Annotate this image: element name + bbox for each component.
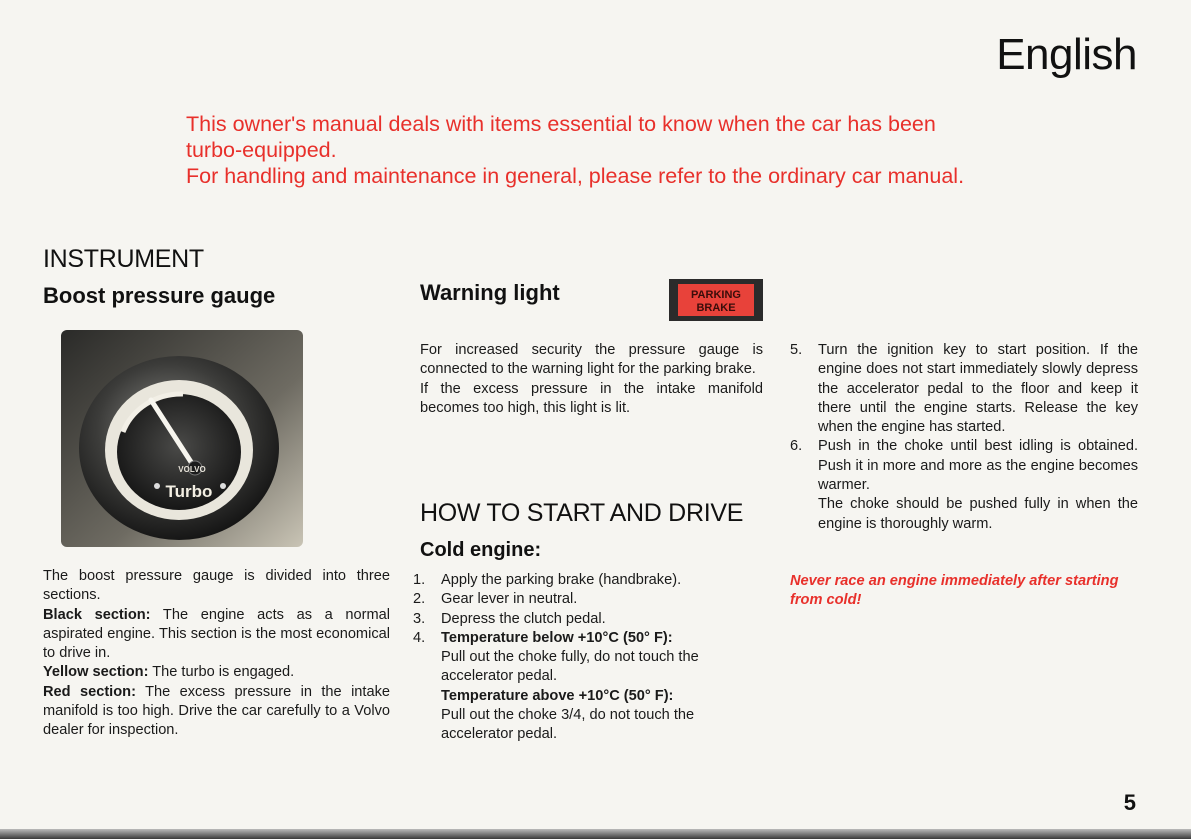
boost-description [43,567,390,741]
section-heading-instrument: INSTRUMENT [43,245,204,273]
list-item: 3. Depress the clutch pedal. [413,610,606,627]
intro-text [186,111,976,189]
list-item: 6. Push in the choke until best idling is obtained. Push it in more and more as the engine becomes warmer. The choke should be pushed fully in when the engine is thoroughly warm. [790,438,1138,532]
warning-para: If the excess pressure in the intake manifold becomes too high, this light is lit. [420,380,763,416]
start-steps-list-continued [790,341,1138,534]
black-section-text: Black section: The engine acts as a normal aspirated engine. This section is the most economical to drive in. [43,606,391,662]
temp-below-label: Temperature below +10°C (50° F): [441,629,673,646]
parking-brake-indicator [669,279,763,321]
indicator-line1: PARKING [691,289,741,301]
start-steps-list [413,571,765,745]
list-item: 1. Apply the parking brake (handbrake). [413,572,682,588]
warning-light-heading: Warning light [420,280,560,305]
yellow-section-label: Yellow section: [43,664,149,681]
boost-intro: The boost pressure gauge is divided into three sections. [43,568,390,604]
page-number: 5 [1123,790,1136,815]
temp-above-label: Temperature above +10°C (50° F): [441,687,674,704]
gauge-brand-text: VOLVO [178,465,206,474]
list-item: 2. Gear lever in neutral. [413,591,578,608]
page-edge-shadow [0,829,1191,839]
language-label: English [996,30,1137,79]
temp-above-text: Pull out the choke 3/4, do not touch the accelerator pedal. [441,707,695,743]
warning-light-text [420,341,763,418]
red-section-label: Red section: [43,683,136,700]
warning-para: For increased security the pressure gauge is connected to the warning light for the parking brake. [420,342,763,378]
red-section-text: Red section: The excess pressure in the intake manifold is too high. Drive the car carefully to a Volvo dealer for inspection. [43,683,391,739]
boost-gauge-heading: Boost pressure gauge [43,283,276,308]
temp-below-text: Pull out the choke fully, do not touch the accelerator pedal. [441,649,699,685]
gauge-turbo-text: Turbo [165,482,213,501]
cold-start-warning: Never race an engine immediately after starting from cold! [790,573,1119,609]
boost-gauge-photo [61,330,303,547]
black-section-label: Black section: [43,606,151,623]
indicator-line2: BRAKE [696,302,736,314]
yellow-section-text: Yellow section: The turbo is engaged. [43,664,295,681]
intro-line: This owner's manual deals with items essential to know when the car has been turbo-equipped. [186,112,936,162]
list-item: 5. Turn the ignition key to start position. If the engine does not start immediately slowly depress the accelerator pedal to the floor and keep it there until the engine starts. Release the key when the engine has started. [790,342,1138,436]
intro-line: For handling and maintenance in general, please refer to the ordinary car manual. [186,164,965,188]
list-item: 4. Temperature below +10°C (50° F): Pull out the choke fully, do not touch the accelerator pedal. Temperature above +10°C (50° F): Pull out the choke 3/4, do not touch the accelerator pedal. [413,629,765,745]
cold-engine-heading: Cold engine: [420,539,542,561]
section-heading-start: HOW TO START AND DRIVE [420,499,744,527]
